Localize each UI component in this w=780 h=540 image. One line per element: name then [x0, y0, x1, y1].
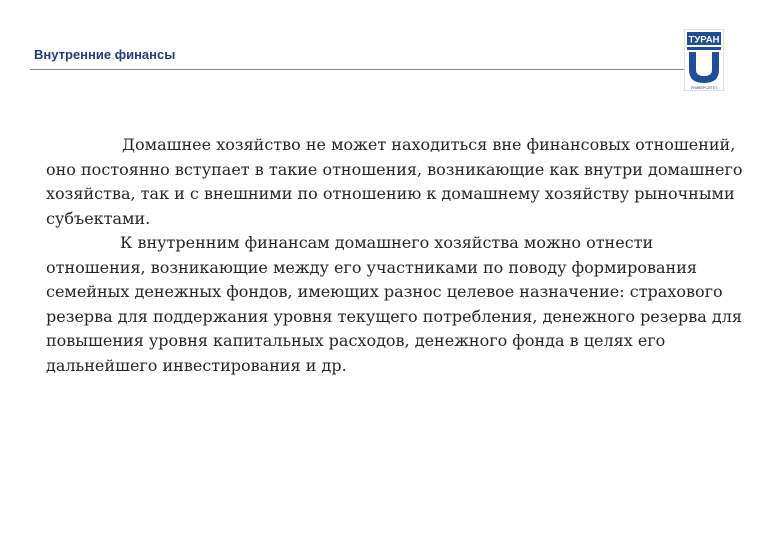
- title-divider: [30, 69, 684, 70]
- paragraph-1: Домашнее хозяйство не может находиться вне финансовых отношений, оно постоянно вступает в такие отношения, возникающие как внутри домашнего хозяйства, так и с внешними по отношению к домашнему хозяйству рыночными субъектами.: [46, 135, 743, 228]
- slide-title: Внутренние финансы: [34, 47, 176, 62]
- paragraph-2: К внутренним финансам домашнего хозяйства можно отнести отношения, возникающие между его участниками по поводу формирования семейных денежных фондов, имеющих разнос целевое назначение: страхового резерва для поддержания уровня текущего потребления, денежного резерва для повышения уровня капитальных расходов, денежного фонда в целях его дальнейшего инвестирования и др.: [46, 233, 742, 375]
- turan-logo-icon: [684, 29, 724, 91]
- logo-text-bottom: УНИВЕРСИТЕТ: [690, 86, 718, 90]
- slide-body: [46, 133, 746, 378]
- logo-text-top: ТУРАН: [688, 34, 720, 46]
